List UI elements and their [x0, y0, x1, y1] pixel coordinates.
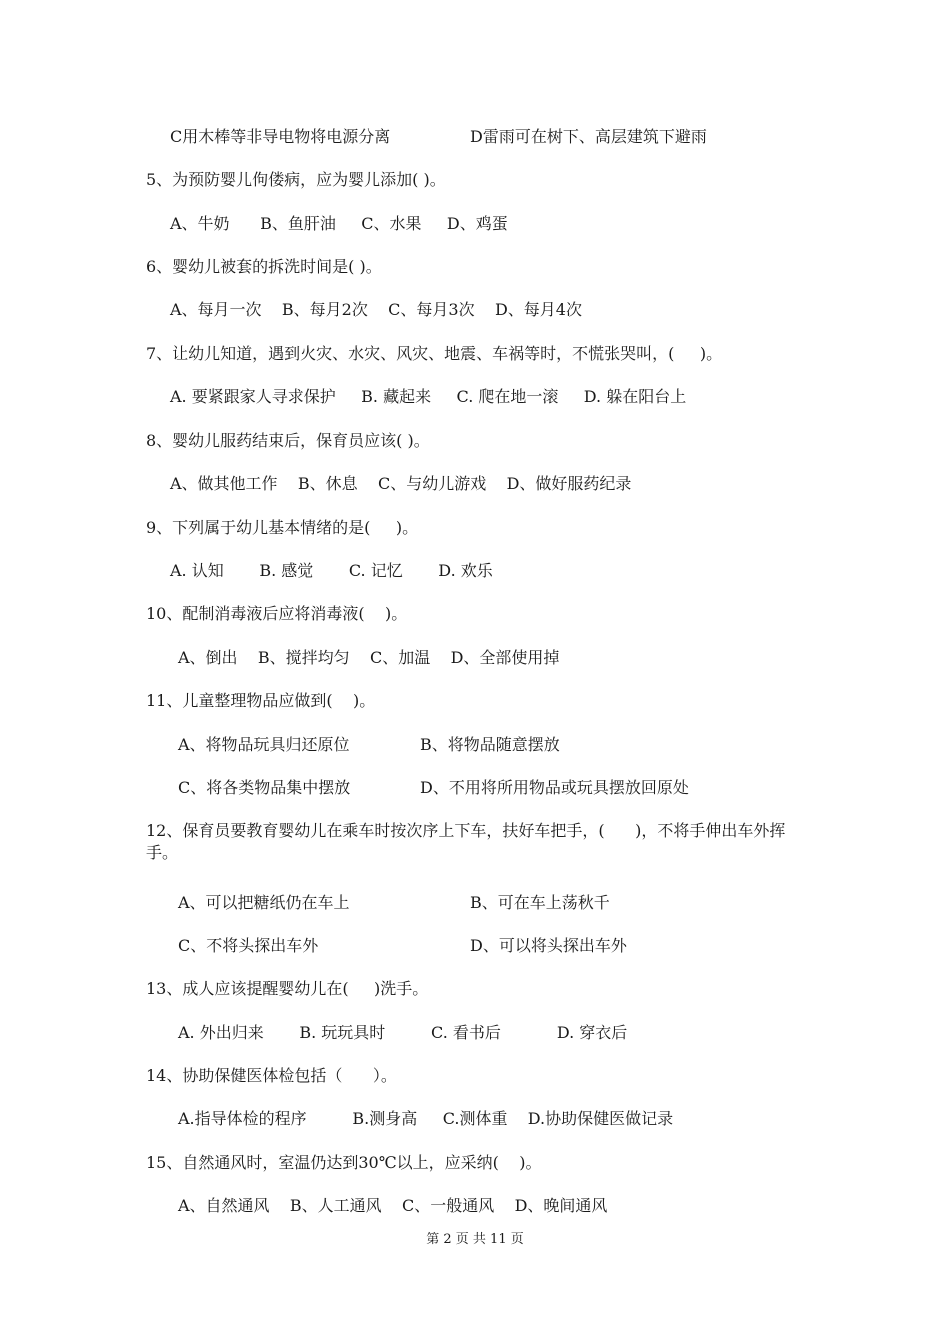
question-12-option-b: B、可在车上荡秋千 — [470, 893, 610, 912]
question-9-options: A. 认知 B. 感觉 C. 记忆 D. 欢乐 — [170, 561, 493, 580]
question-11-option-c: C、将各类物品集中摆放 — [178, 778, 351, 797]
question-12-stem: 12、保育员要教育婴幼儿在乘车时按次序上下车，扶好车把手，( )，不将手伸出车外挥手。 — [146, 821, 786, 862]
question-11-option-a: A、将物品玩具归还原位 — [178, 735, 350, 754]
question-11-option-d: D、不用将所用物品或玩具摆放回原处 — [420, 778, 689, 797]
question-5-options: A、牛奶 B、鱼肝油 C、水果 D、鸡蛋 — [170, 214, 508, 233]
question-13-stem: 13、成人应该提醒婴幼儿在( )洗手。 — [146, 979, 429, 998]
question-12-option-c: C、不将头探出车外 — [178, 936, 319, 955]
question-12-option-d: D、可以将头探出车外 — [470, 936, 627, 955]
question-9-stem: 9、下列属于幼儿基本情绪的是( )。 — [146, 518, 419, 537]
question-6-stem: 6、婴幼儿被套的拆洗时间是( )。 — [146, 257, 382, 276]
question-14-options: A.指导体检的程序 B.测身高 C.测体重 D.协助保健医做记录 — [178, 1109, 674, 1128]
question-7-options: A. 要紧跟家人寻求保护 B. 藏起来 C. 爬在地一滚 D. 躲在阳台上 — [170, 387, 687, 406]
question-10-options: A、倒出 B、搅拌均匀 C、加温 D、全部使用掉 — [178, 648, 560, 667]
question-15-options: A、自然通风 B、人工通风 C、一般通风 D、晚间通风 — [178, 1196, 608, 1215]
question-15-stem: 15、自然通风时，室温仍达到30℃以上，应采纳( )。 — [146, 1153, 542, 1172]
q4-option-d: D雷雨可在树下、高层建筑下避雨 — [470, 127, 707, 146]
question-11-option-b: B、将物品随意摆放 — [420, 735, 560, 754]
question-14-stem: 14、协助保健医体检包括（ ）。 — [146, 1066, 397, 1085]
question-8-options: A、做其他工作 B、休息 C、与幼儿游戏 D、做好服药纪录 — [170, 474, 632, 493]
question-13-options: A. 外出归来 B. 玩玩具时 C. 看书后 D. 穿衣后 — [178, 1023, 628, 1042]
question-10-stem: 10、配制消毒液后应将消毒液( )。 — [146, 604, 408, 623]
question-6-options: A、每月一次 B、每月2次 C、每月3次 D、每月4次 — [170, 300, 582, 319]
question-7-stem: 7、让幼儿知道，遇到火灾、水灾、风灾、地震、车祸等时，不慌张哭叫，( )。 — [146, 344, 723, 363]
question-5-stem: 5、为预防婴儿佝偻病，应为婴儿添加( )。 — [146, 170, 446, 189]
question-11-stem: 11、儿童整理物品应做到( )。 — [146, 691, 376, 710]
q4-option-c: C用木棒等非导电物将电源分离 — [170, 127, 391, 146]
question-12-option-a: A、可以把糖纸仍在车上 — [178, 893, 350, 912]
page-footer: 第 2 页 共 11 页 — [426, 1232, 524, 1247]
question-8-stem: 8、婴幼儿服药结束后，保育员应该( )。 — [146, 431, 430, 450]
